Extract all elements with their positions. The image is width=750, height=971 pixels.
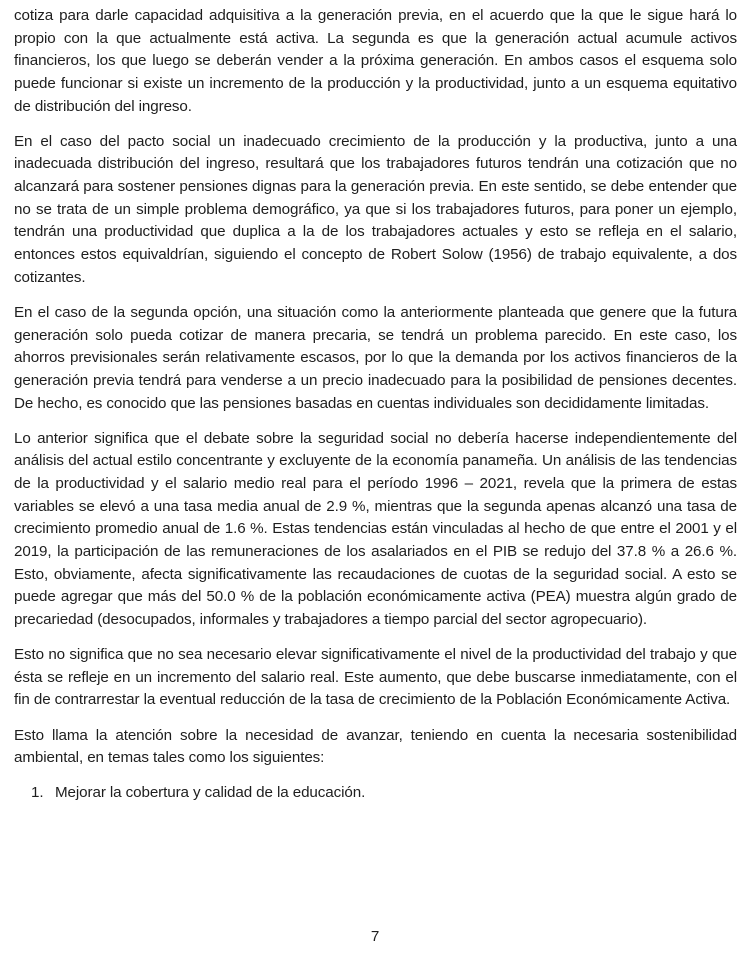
paragraph-4: Lo anterior significa que el debate sobre la seguridad social no debería hacerse independientemente del análisis del actual estilo concentrante y excluyente de la economía panameña. Un análisis de las tendencias de la productividad y el salario medio real para el período 1996 – 2021, revela que la primera de estas variables se elevó a una tasa media anual de 2.9 %, mientras que la segunda apenas alcanzó una tasa de crecimiento promedio anual de 1.6 %. Estas tendencias están vinculadas al hecho de que entre el 2001 y el 2019, la participación de las remuneraciones de los asalariados en el PIB se redujo del 37.8 % a 26.6 %. Esto, obviamente, afecta significativamente las recaudaciones de cuotas de la seguridad social. A esto se puede agregar que más del 50.0 % de la población económicamente activa (PEA) muestra algún grado de precariedad (desocupados, informales y trabajadores a tiempo parcial del sector agropecuario).	[14, 429, 737, 628]
paragraph-6: Esto llama la atención sobre la necesidad de avanzar, teniendo en cuenta la necesaria sostenibilidad ambiental, en temas tales como los siguientes:	[14, 726, 737, 767]
paragraph-5: Esto no significa que no sea necesario elevar significativamente el nivel de la productividad del trabajo y que ésta se refleje en un incremento del salario real. Este aumento, que debe buscarse inmediatamente, con el fin de contrarrestar la eventual reducción de la tasa de crecimiento de la Población Económicamente Activa.	[14, 646, 737, 709]
page-number: 7	[370, 928, 380, 946]
paragraph-3: En el caso de la segunda opción, una situación como la anteriormente planteada que genere que la futura generación solo pueda cotizar de manera precaria, se tendrá un problema parecido. En este caso, los ahorros previsionales serán relativamente escasos, por lo que la demanda por los activos financieros de la generación previa tendrá para venderse a un precio inadecuado para la posibilidad de pensiones decentes. De hecho, es conocido que las pensiones basadas en cuentas individuales son decididamente limitadas.	[14, 303, 737, 412]
paragraph-1: cotiza para darle capacidad adquisitiva a la generación previa, en el acuerdo que la que le sigue hará lo propio con la que actualmente está activa. La segunda es que la generación actual acumule activos financieros, los que luego se deberán vender a la próxima generación. En ambos casos el esquema solo puede funcionar si existe un incremento de la producción y la productividad, junto a un esquema equitativo de distribución del ingreso.	[14, 7, 737, 115]
numbered-list	[31, 782, 737, 805]
list-item-number: 1.	[31, 784, 44, 802]
paragraph-2: En el caso del pacto social un inadecuado crecimiento de la producción y la productiva, junto a una inadecuada distribución del ingreso, resultará que los trabajadores futuros tendrán una cotización que no alcanzará para sostener pensiones dignas para la generación previa. En este sentido, se debe entender que no se trata de un simple problema demográfico, ya que si los trabajadores futuros, para poner un ejemplo, tendrán una productividad que duplica a la de los trabajadores actuales y esto se refleja en el salario, entonces estos equivaldrían, siguiendo el concepto de Robert Solow (1956) de trabajo equivalente, a dos cotizantes.	[14, 132, 737, 286]
list-item-text: Mejorar la cobertura y calidad de la educación.	[55, 784, 366, 802]
list-item	[31, 782, 737, 805]
